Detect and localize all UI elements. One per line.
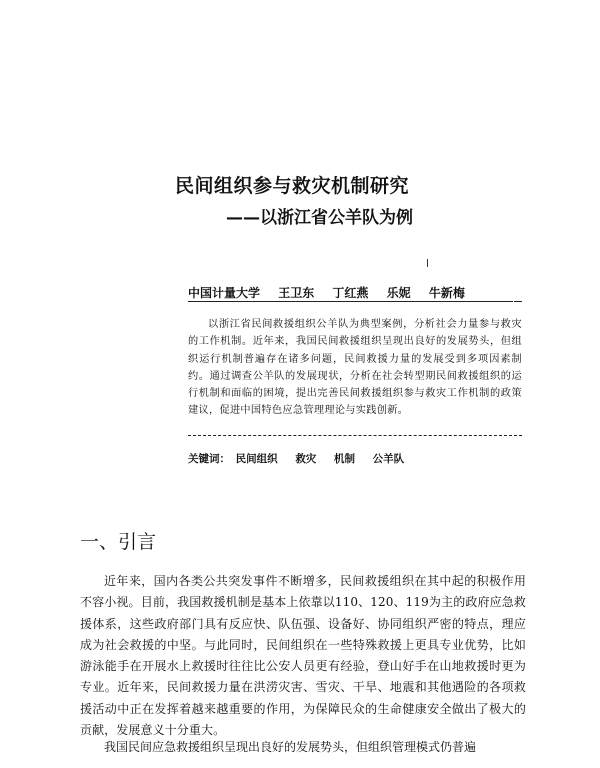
body-paragraph: 我国民间应急救援组织呈现出良好的发展势头，但组织管理模式仍普遍 xyxy=(104,740,477,754)
keyword: 民间组织 xyxy=(235,453,278,465)
keywords-line xyxy=(188,451,416,466)
author-name: 王卫东 xyxy=(278,286,315,300)
author-name: 乐妮 xyxy=(386,286,411,300)
author-line xyxy=(188,284,475,301)
keyword: 救灾 xyxy=(295,453,317,465)
abstract-top-rule xyxy=(188,301,513,302)
abstract-text: 以浙江省民间救援组织公羊队为典型案例，分析社会力量参与救灾的工作机制。近年来，我国民间救援组织呈现出良好的发展势头，但组织运行机制普遍存在诸多问题，民间救援力量的发展受到多项因素制约。通过调查公羊队的发展现状，分析在社会转型期民间救援组织的运行机制和面临的困境，提出完善民间救援组织参与救灾工作机制的政策建议，促进中国特色应急管理理论与实践创新。 xyxy=(188,319,522,417)
abstract-bottom-rule xyxy=(188,435,522,436)
keyword: 机制 xyxy=(333,453,355,465)
abstract-top-rule-tick xyxy=(514,301,522,302)
body-paragraph: 近年来，国内各类公共突发事件不断增多，民间救援组织在其中起的积极作用不容小视。目前，我国救援机制是基本上依靠以110、120、119为主的政府应急救援体系，这些政府部门具有反应快、队伍强、设备好、协同组织严密的特点，理应成为社会救援的中坚。与此同时，民间组织在一些特殊救援上更具专业优势，比如游泳能手在开展水上救援时往往比公安人员更有经验，登山好手在山地救援时更为专业。近年来，民间救援力量在洪涝灾害、雪灾、干旱、地震和其他遇险的各项救援活动中正在发挥着越来越重要的作用，为保障民众的生命健康安全做出了极大的贡献，发展意义十分重大。 xyxy=(80,574,526,738)
section-heading: 一、引言 xyxy=(80,531,157,553)
author-name: 丁红燕 xyxy=(332,286,369,300)
author-affiliation: 中国计量大学 xyxy=(188,286,261,300)
keyword: 公羊队 xyxy=(372,453,405,465)
stray-mark xyxy=(427,259,428,267)
keywords-label: 关键词： xyxy=(188,453,230,465)
paper-subtitle: ——以浙江省公羊队为例 xyxy=(226,208,413,228)
paper-title: 民间组织参与救灾机制研究 xyxy=(175,175,410,197)
author-name: 牛新梅 xyxy=(428,286,465,300)
